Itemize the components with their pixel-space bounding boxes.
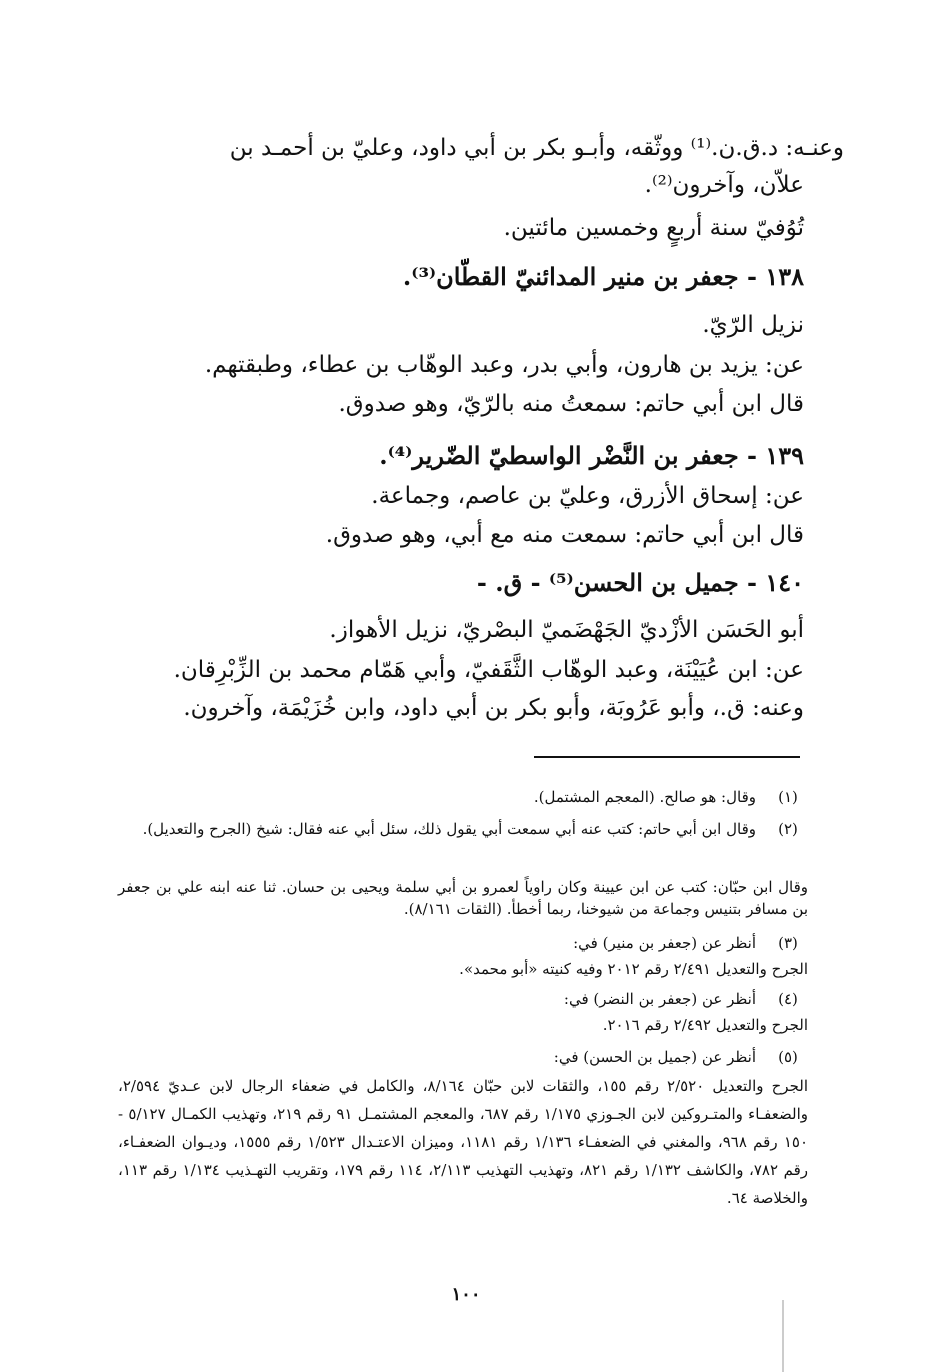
footnote-text: أنظر عن (جعفر بن النضر) في: — [563, 990, 756, 1008]
footnote-5-sources — [118, 1072, 808, 1212]
footnote-text: وقال ابن أبي حاتم: كتب عنه أبي سمعت أبي يقول ذلك، سئل أبي عنه فقال: شيخ (الجرح والتعديل). — [142, 820, 756, 838]
page-number: ١٠٠ — [451, 1284, 481, 1305]
footnote-5 — [118, 1046, 808, 1068]
entry-heading-138: ١٣٨ - جعفر بن منير المدائنيّ القطّان⁽³⁾. — [402, 262, 804, 291]
footnote-text: أنظر عن (جميل بن الحسن) في: — [553, 1048, 756, 1066]
body-line-6: عن: يزيد بن هارون، وأبي بدر، وعبد الوهّاب بن عطاء، وطبقتهم. — [204, 352, 804, 378]
footnote-4-source — [118, 1014, 808, 1036]
footnote-3 — [118, 932, 808, 954]
footnote-text: أنظر عن (جعفر بن منير) في: — [573, 934, 756, 952]
body-line-7: قال ابن أبي حاتم: سمعتُ منه بالرّيّ، وهو صدوق. — [338, 391, 804, 417]
body-line-3: تُوُفيّ سنة أربعٍ وخمسين مائتين. — [503, 215, 804, 241]
entry-heading-139: ١٣٩ - جعفر بن النَّضْر الواسطيّ الضّرير⁽⁴⁾. — [379, 441, 804, 470]
entry-heading-140: ١٤٠ - جميل بن الحسن⁽⁵⁾ - ق. - — [476, 568, 804, 597]
body-line-5: نزيل الرّيّ. — [702, 312, 804, 338]
footnote-number: (٤) — [778, 990, 798, 1008]
body-line-2: علاّن، وآخرون⁽²⁾. — [644, 172, 804, 198]
body-line-14: وعنه: ق.، وأبو عَرُوبَة، وأبو بكر بن أبي داود، وابن خُزَيْمَة، وآخرون. — [183, 695, 804, 721]
footnote-separator — [534, 756, 800, 758]
body-line-1: وعنـه: د.ق.ن.⁽¹⁾ ووثّقه، وأبـو بكر بن أبي داود، وعليّ بن أحمـد بن — [229, 135, 844, 161]
footnote-text: الجرح والتعديل ٢/٤٩١ رقم ٢٠١٢ وفيه كنيته «أبو محمد». — [459, 960, 808, 978]
footnote-text: الجرح والتعديل ٢/٤٩٢ رقم ٢٠١٦. — [602, 1016, 808, 1034]
footnote-text: وقال: هو صالح. (المعجم المشتمل). — [533, 788, 756, 806]
footnote-number: (٣) — [778, 934, 798, 952]
footnote-number: (١) — [778, 788, 798, 806]
footnote-3-source — [118, 958, 808, 980]
footnote-text: وقال ابن حبّان: كتب عن ابن عيينة وكان راوياً لعمرو بن أبي سلمة ويحيى بن حسان. ثنا عنه ابنه علي بن جعفر بن مسافر بتنيس وجماعة من شيوخنا، ربما أخطأ. (الثقات ٨/١٦١). — [118, 878, 808, 918]
footnote-number: (٢) — [778, 820, 798, 838]
body-line-12: أبو الحَسَن الأزْديّ الجَهْضَميّ البصْريّ، نزيل الأهواز. — [329, 617, 804, 643]
footnote-4 — [118, 988, 808, 1010]
body-line-13: عن: ابن عُيَيْنَة، وعبد الوهّاب الثَّقَفيّ، وأبي هَمّام محمد بن الزِّبْرِقان. — [173, 657, 804, 683]
footnote-number: (٥) — [778, 1048, 798, 1066]
body-line-10: قال ابن أبي حاتم: سمعت منه مع أبي، وهو صدوق. — [325, 522, 804, 548]
footnote-2-continued — [118, 876, 808, 920]
scan-artifact-line — [782, 1300, 784, 1372]
footnote-1 — [118, 786, 808, 808]
body-line-9: عن: إسحاق الأزرق، وعليّ بن عاصم، وجماعة. — [371, 483, 804, 509]
footnote-text: الجرح والتعديل ٢/٥٢٠ رقم ١٥٥، والثقات لابن حبّان ٨/١٦٤، والكامل في ضعفاء الرجال لابن عـديّ ٢/٥٩٤، والضعفـاء والمتـروكين لابن الجـوزي ١/١٧٥ رقم ٦٨٧، والمعجم المشتمـل ٩١ رقم ٢١٩، وتهذيب الكمـال ٥/١٢٧ - ١٥٠ رقم ٩٦٨، والمغني في الضعفـاء ١/١٣٦ رقم ١١٨١، وميزان الاعتـدال ١/٥٢٣ رقم ١٥٥٥، وديـوان الضعفـاء، رقم ٧٨٢، والكاشف ١/١٣٢ رقم ٨٢١، وتهذيب التهذيب ٢/١١٣، ١١٤ رقم ١٧٩، وتقريب التهـذيب ١/١٣٤ رقم ١١٣، والخلاصة ٦٤. — [118, 1077, 809, 1207]
footnote-2 — [118, 818, 808, 840]
